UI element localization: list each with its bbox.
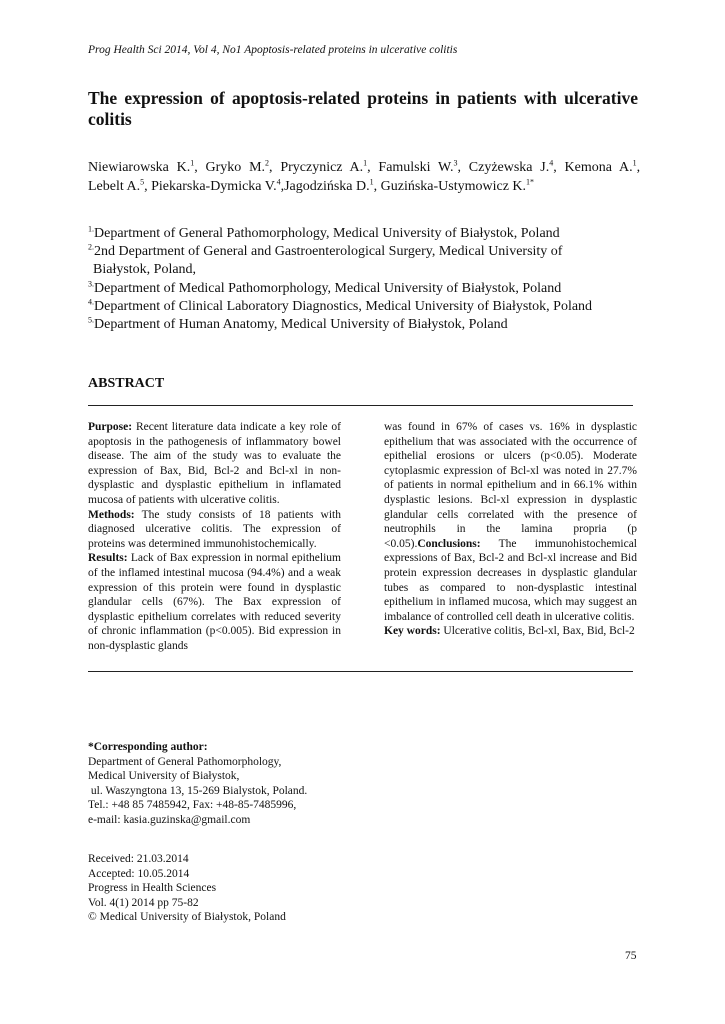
affiliation-number: 3. [88, 278, 94, 288]
affiliation-number: 2. [88, 242, 94, 252]
author-name: Jagodzińska D. [284, 179, 370, 194]
corresponding-line: Department of General Pathomorphology, [88, 755, 282, 768]
abstract-column-left [88, 420, 341, 654]
author-name: Famulski W. [378, 160, 454, 175]
keywords-label: Key words: [384, 625, 441, 638]
results-text: Lack of Bax expression in normal epithelium of the inflamed intestinal mucosa (94.4%) and a weak expression of this protein were found in dysplastic glandular cells (67%). The Bax expression of dysplastic epithelium correlates with reduced severity of chronic inflammation (p<0.005). Bid expression in non-dysplastic glands [88, 552, 341, 652]
author-name: Gryko M. [205, 160, 266, 175]
affiliation-number: 5. [88, 315, 94, 325]
author-sep: , [457, 160, 469, 175]
affiliation [88, 316, 640, 334]
volume-pages: Vol. 4(1) 2014 pp 75-82 [88, 896, 199, 909]
running-head: Prog Health Sci 2014, Vol 4, No1 Apoptosis-related proteins in ulcerative colitis [88, 44, 458, 56]
methods-text: The study consists of 18 patients with diagnosed ulcerative colitis. The expression of proteins was determined immunohistochemically. [88, 508, 341, 550]
corresponding-line: Medical University of Białystok, [88, 770, 240, 783]
author-name: Piekarska-Dymicka V. [151, 179, 277, 194]
author-line-1 [88, 158, 640, 177]
author-sep: , [367, 160, 379, 175]
article-title [88, 88, 638, 130]
affiliation-number: 1. [88, 224, 94, 234]
affiliation-list [88, 225, 640, 334]
affiliation-text: Department of Medical Pathomorphology, Medical University of Białystok, Poland [94, 280, 562, 296]
corresponding-email: e-mail: kasia.guzinska@gmail.com [88, 813, 251, 826]
abstract-results-cont [384, 420, 637, 624]
publication-info-block [88, 852, 286, 925]
author-sep: , [144, 179, 152, 194]
affiliation [88, 243, 640, 279]
journal-name: Progress in Health Sciences [88, 882, 217, 895]
copyright: © Medical University of Białystok, Poland [88, 911, 286, 924]
author-sep: , [553, 160, 565, 175]
received-date: Received: 21.03.2014 [88, 853, 189, 865]
accepted-date: Accepted: 10.05.2014 [88, 867, 190, 880]
conclusions-label: Conclusions: [417, 537, 481, 550]
keywords-text: Ulcerative colitis, Bcl-xl, Bax, Bid, Bcl-2 [440, 625, 635, 638]
affiliation [88, 225, 640, 243]
abstract-results [88, 551, 341, 653]
affiliation-number: 4. [88, 297, 94, 307]
author-affil-sup: 1 [190, 158, 195, 168]
author-affil-sup: 2 [265, 158, 270, 168]
abstract-column-right [384, 420, 637, 639]
title-line-1: The expression of apoptosis-related proteins in patients with ulcerative [88, 88, 638, 108]
abstract-methods [88, 508, 341, 552]
corresponding-line: ul. Waszyngtona 13, 15-269 Bialystok, Poland. [88, 784, 308, 797]
author-sep: , [194, 160, 206, 175]
abstract-purpose [88, 420, 341, 508]
author-sep: , [280, 179, 285, 194]
page-number: 75 [625, 950, 637, 962]
corresponding-author-label: *Corresponding author: [88, 741, 208, 753]
author-name: Czyżewska J. [468, 160, 550, 175]
affiliation-text: Department of Clinical Laboratory Diagnostics, Medical University of Białystok, Poland [94, 298, 593, 314]
author-name: Guzińska-Ustymowicz K. [380, 179, 527, 194]
abstract-bottom-rule [88, 671, 633, 672]
author-name: Niewiarowska K. [88, 160, 191, 175]
author-list [88, 158, 640, 196]
author-name: Kemona A. [564, 160, 633, 175]
title-line-2: colitis [88, 109, 132, 129]
methods-label: Methods: [88, 508, 135, 521]
affiliation [88, 280, 640, 298]
author-affil-sup: 4 [276, 177, 281, 187]
author-affil-sup: 1 [363, 158, 368, 168]
author-affil-sup: 4 [549, 158, 554, 168]
conclusions-text: The immunohistochemical expressions of Bax, Bcl-2 and Bcl-xl increase and Bid protein expression decreases in dysplastic glandular tubes as compared to non-dysplastic intestinal epithelium in inflamed mucosa, which may suggest an imbalance of controlled cell death in ulcerative colitis. [384, 537, 637, 623]
affiliation [88, 298, 640, 316]
results-label: Results: [88, 552, 128, 565]
purpose-text: Recent literature data indicate a key role of apoptosis in the pathogenesis of inflammatory bowel disease. The aim of the study was to evaluate the expression of Bax, Bid, Bcl-2 and Bcl-xl in non-dysplastic and dysplastic epithelium in inflamated mucosa of patients with ulcerative colitis. [88, 421, 341, 506]
author-affil-sup: 1* [526, 177, 535, 187]
affiliation-text: Department of General Pathomorphology, Medical University of Białystok, Poland [94, 226, 560, 241]
author-name: Pryczynicz A. [280, 160, 364, 175]
author-affil-sup: 5 [140, 177, 145, 187]
author-sep: , [269, 160, 281, 175]
abstract-heading: ABSTRACT [88, 376, 165, 391]
abstract-top-rule [88, 405, 633, 406]
purpose-label: Purpose: [88, 421, 133, 433]
author-name: Lebelt A. [88, 179, 141, 194]
affiliation-text-cont: Białystok, Poland, [93, 262, 197, 278]
author-affil-sup: 3 [453, 158, 458, 168]
results-text-cont: was found in 67% of cases vs. 16% in dysplastic epithelium that was associated with the occurrence of epithelial erosions or ulcers (p<0.05). Moderate cytoplasmic expression of Bcl-xl was noted in 27.7% of patients in normal epithelium and in 66.1% within dysplastic lesions. Bcl-xl expression in dysplastic glandular cells correlated with the presence of neutrophils in the lamina propria (p <0.05). [384, 421, 637, 550]
author-sep: , [636, 160, 641, 175]
author-sep: , [373, 179, 381, 194]
author-line-2 [88, 179, 534, 194]
author-affil-sup: 1 [369, 177, 374, 187]
abstract-keywords [384, 624, 637, 639]
affiliation-text: 2nd Department of General and Gastroenterological Surgery, Medical University of [94, 244, 563, 260]
corresponding-line: Tel.: +48 85 7485942, Fax: +48-85-7485996, [88, 799, 297, 812]
corresponding-author-block [88, 740, 307, 828]
author-affil-sup: 1 [632, 158, 637, 168]
affiliation-text: Department of Human Anatomy, Medical University of Białystok, Poland [94, 317, 508, 333]
